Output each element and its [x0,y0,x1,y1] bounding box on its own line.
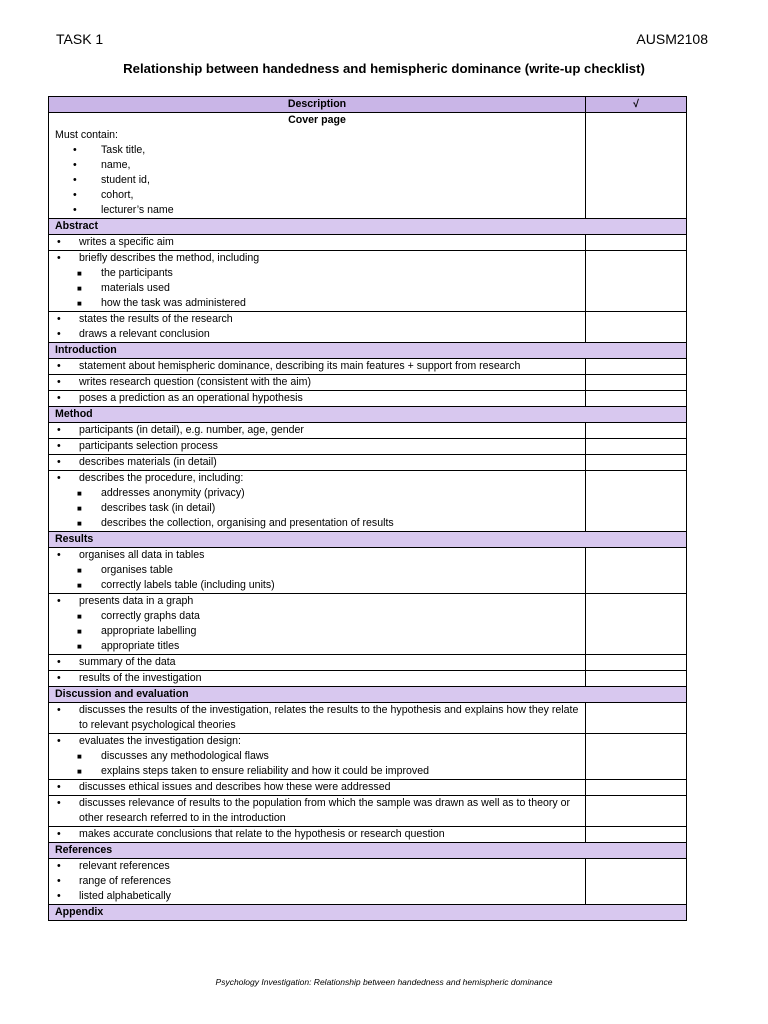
bullet-icon: • [73,159,77,171]
check-cell[interactable] [586,251,687,312]
check-cell[interactable] [586,734,687,780]
list-item: discusses the results of the investigation, relates the results to the hypothesis and explains how they relate to relevant psychological theories [79,704,579,731]
sub-item: describes task (in detail) [101,502,216,514]
bullet-icon: • [57,828,61,840]
cover-page-title: Cover page [288,114,346,126]
sub-item: explains steps taken to ensure reliability and how it could be improved [101,765,430,777]
table-row [49,827,687,843]
sub-item: addresses anonymity (privacy) [101,487,245,499]
list-item: describes the procedure, including: [79,472,244,484]
table-row [49,455,687,471]
list-item: lecturer’s name [101,204,174,216]
check-cell[interactable] [586,594,687,655]
document-title: Relationship between handedness and hemispheric dominance (write-up checklist) [123,61,645,76]
list-item: draws a relevant conclusion [79,328,210,340]
square-bullet-icon: ■ [77,642,82,651]
check-cell[interactable] [586,359,687,375]
table-row [49,703,687,734]
square-bullet-icon: ■ [77,269,82,278]
table-row [49,671,687,687]
sub-item: the participants [101,267,173,279]
bullet-icon: • [57,440,61,452]
table-row [49,423,687,439]
bullet-icon: • [57,672,61,684]
course-code: AUSM2108 [636,31,708,47]
table-header-row [49,97,687,113]
list-item: results of the investigation [79,672,202,684]
bullet-icon: • [57,328,61,340]
list-item: presents data in a graph [79,595,194,607]
table-row [49,312,687,343]
list-item: discusses relevance of results to the population from which the sample was drawn as well as to theory or other research referred to in the introduction [79,797,571,824]
check-cell[interactable] [586,780,687,796]
table-row [49,796,687,827]
list-item: states the results of the research [79,313,233,325]
table-row [49,113,687,219]
list-item: name, [101,159,131,171]
bullet-icon: • [57,252,61,264]
bullet-icon: • [57,236,61,248]
section-header-abstract: Abstract [49,219,687,235]
bullet-icon: • [57,860,61,872]
sub-item: appropriate labelling [101,625,197,637]
check-cell[interactable] [586,671,687,687]
list-item: Task title, [101,144,146,156]
checklist-table [48,96,687,921]
check-cell[interactable] [586,113,687,219]
bullet-icon: • [73,174,77,186]
list-item: listed alphabetically [79,890,171,902]
bullet-icon: • [57,424,61,436]
bullet-icon: • [57,376,61,388]
check-cell[interactable] [586,235,687,251]
square-bullet-icon: ■ [77,284,82,293]
square-bullet-icon: ■ [77,627,82,636]
list-item: makes accurate conclusions that relate to the hypothesis or research question [79,828,445,840]
table-row [49,548,687,594]
sub-item: how the task was administered [101,297,246,309]
section-header-references: References [49,843,687,859]
table-row [49,859,687,905]
bullet-icon: • [57,595,61,607]
list-item: statement about hemispheric dominance, describing its main features + support from research [79,360,521,372]
bullet-icon: • [57,875,61,887]
bullet-icon: • [57,704,61,716]
square-bullet-icon: ■ [77,519,82,528]
page-footer: Psychology Investigation: Relationship between handedness and hemispheric dominance [215,977,553,987]
bullet-icon: • [57,472,61,484]
square-bullet-icon: ■ [77,752,82,761]
section-header-discussion: Discussion and evaluation [49,687,687,703]
list-item: cohort, [101,189,134,201]
section-header-introduction: Introduction [49,343,687,359]
section-header-results: Results [49,532,687,548]
bullet-icon: • [57,656,61,668]
table-row [49,391,687,407]
table-row [49,359,687,375]
list-item: summary of the data [79,656,176,668]
bullet-icon: • [73,189,77,201]
sub-item: correctly labels table (including units) [101,579,275,591]
list-item: relevant references [79,860,170,872]
bullet-icon: • [57,360,61,372]
check-cell[interactable] [586,439,687,455]
sub-item: correctly graphs data [101,610,200,622]
table-row [49,439,687,455]
square-bullet-icon: ■ [77,612,82,621]
square-bullet-icon: ■ [77,299,82,308]
check-cell[interactable] [586,655,687,671]
square-bullet-icon: ■ [77,489,82,498]
bullet-icon: • [73,144,77,156]
check-cell[interactable] [586,312,687,343]
list-item: describes materials (in detail) [79,456,217,468]
bullet-icon: • [57,456,61,468]
table-row [49,471,687,532]
column-header-check: √ [586,97,687,113]
check-cell[interactable] [586,827,687,843]
list-item: discusses ethical issues and describes how these were addressed [79,781,391,793]
section-header-appendix: Appendix [49,905,687,921]
square-bullet-icon: ■ [77,504,82,513]
list-item: writes research question (consistent with the aim) [79,376,311,388]
cover-page-cell [49,113,586,219]
table-row [49,780,687,796]
task-label: TASK 1 [56,31,104,47]
bullet-icon: • [57,735,61,747]
check-cell[interactable] [586,375,687,391]
square-bullet-icon: ■ [77,566,82,575]
sub-item: appropriate titles [101,640,180,652]
table-row [49,655,687,671]
bullet-icon: • [73,204,77,216]
list-item: participants (in detail), e.g. number, age, gender [79,424,304,436]
bullet-icon: • [57,890,61,902]
check-cell[interactable] [586,391,687,407]
table-row [49,734,687,780]
check-cell[interactable] [586,703,687,734]
square-bullet-icon: ■ [77,581,82,590]
sub-item: discusses any methodological flaws [101,750,269,762]
bullet-icon: • [57,549,61,561]
sub-item: describes the collection, organising and presentation of results [101,517,394,529]
bullet-icon: • [57,392,61,404]
column-header-description: Description [49,97,586,113]
check-cell[interactable] [586,548,687,594]
table-row [49,251,687,312]
table-row [49,375,687,391]
section-header-method: Method [49,407,687,423]
check-cell[interactable] [586,796,687,827]
list-item: poses a prediction as an operational hypothesis [79,392,303,404]
must-contain-label: Must contain: [55,129,119,141]
list-item: range of references [79,875,171,887]
sub-item: organises table [101,564,173,576]
check-cell[interactable] [586,859,687,905]
sub-item: materials used [101,282,170,294]
list-item: organises all data in tables [79,549,205,561]
list-item: participants selection process [79,440,218,452]
list-item: briefly describes the method, including [79,252,260,264]
list-item: writes a specific aim [79,236,174,248]
bullet-icon: • [57,797,61,809]
check-cell[interactable] [586,471,687,532]
check-cell[interactable] [586,423,687,439]
list-item: student id, [101,174,150,186]
list-item: evaluates the investigation design: [79,735,241,747]
table-row [49,235,687,251]
bullet-icon: • [57,313,61,325]
check-cell[interactable] [586,455,687,471]
bullet-icon: • [57,781,61,793]
square-bullet-icon: ■ [77,767,82,776]
table-row [49,594,687,655]
